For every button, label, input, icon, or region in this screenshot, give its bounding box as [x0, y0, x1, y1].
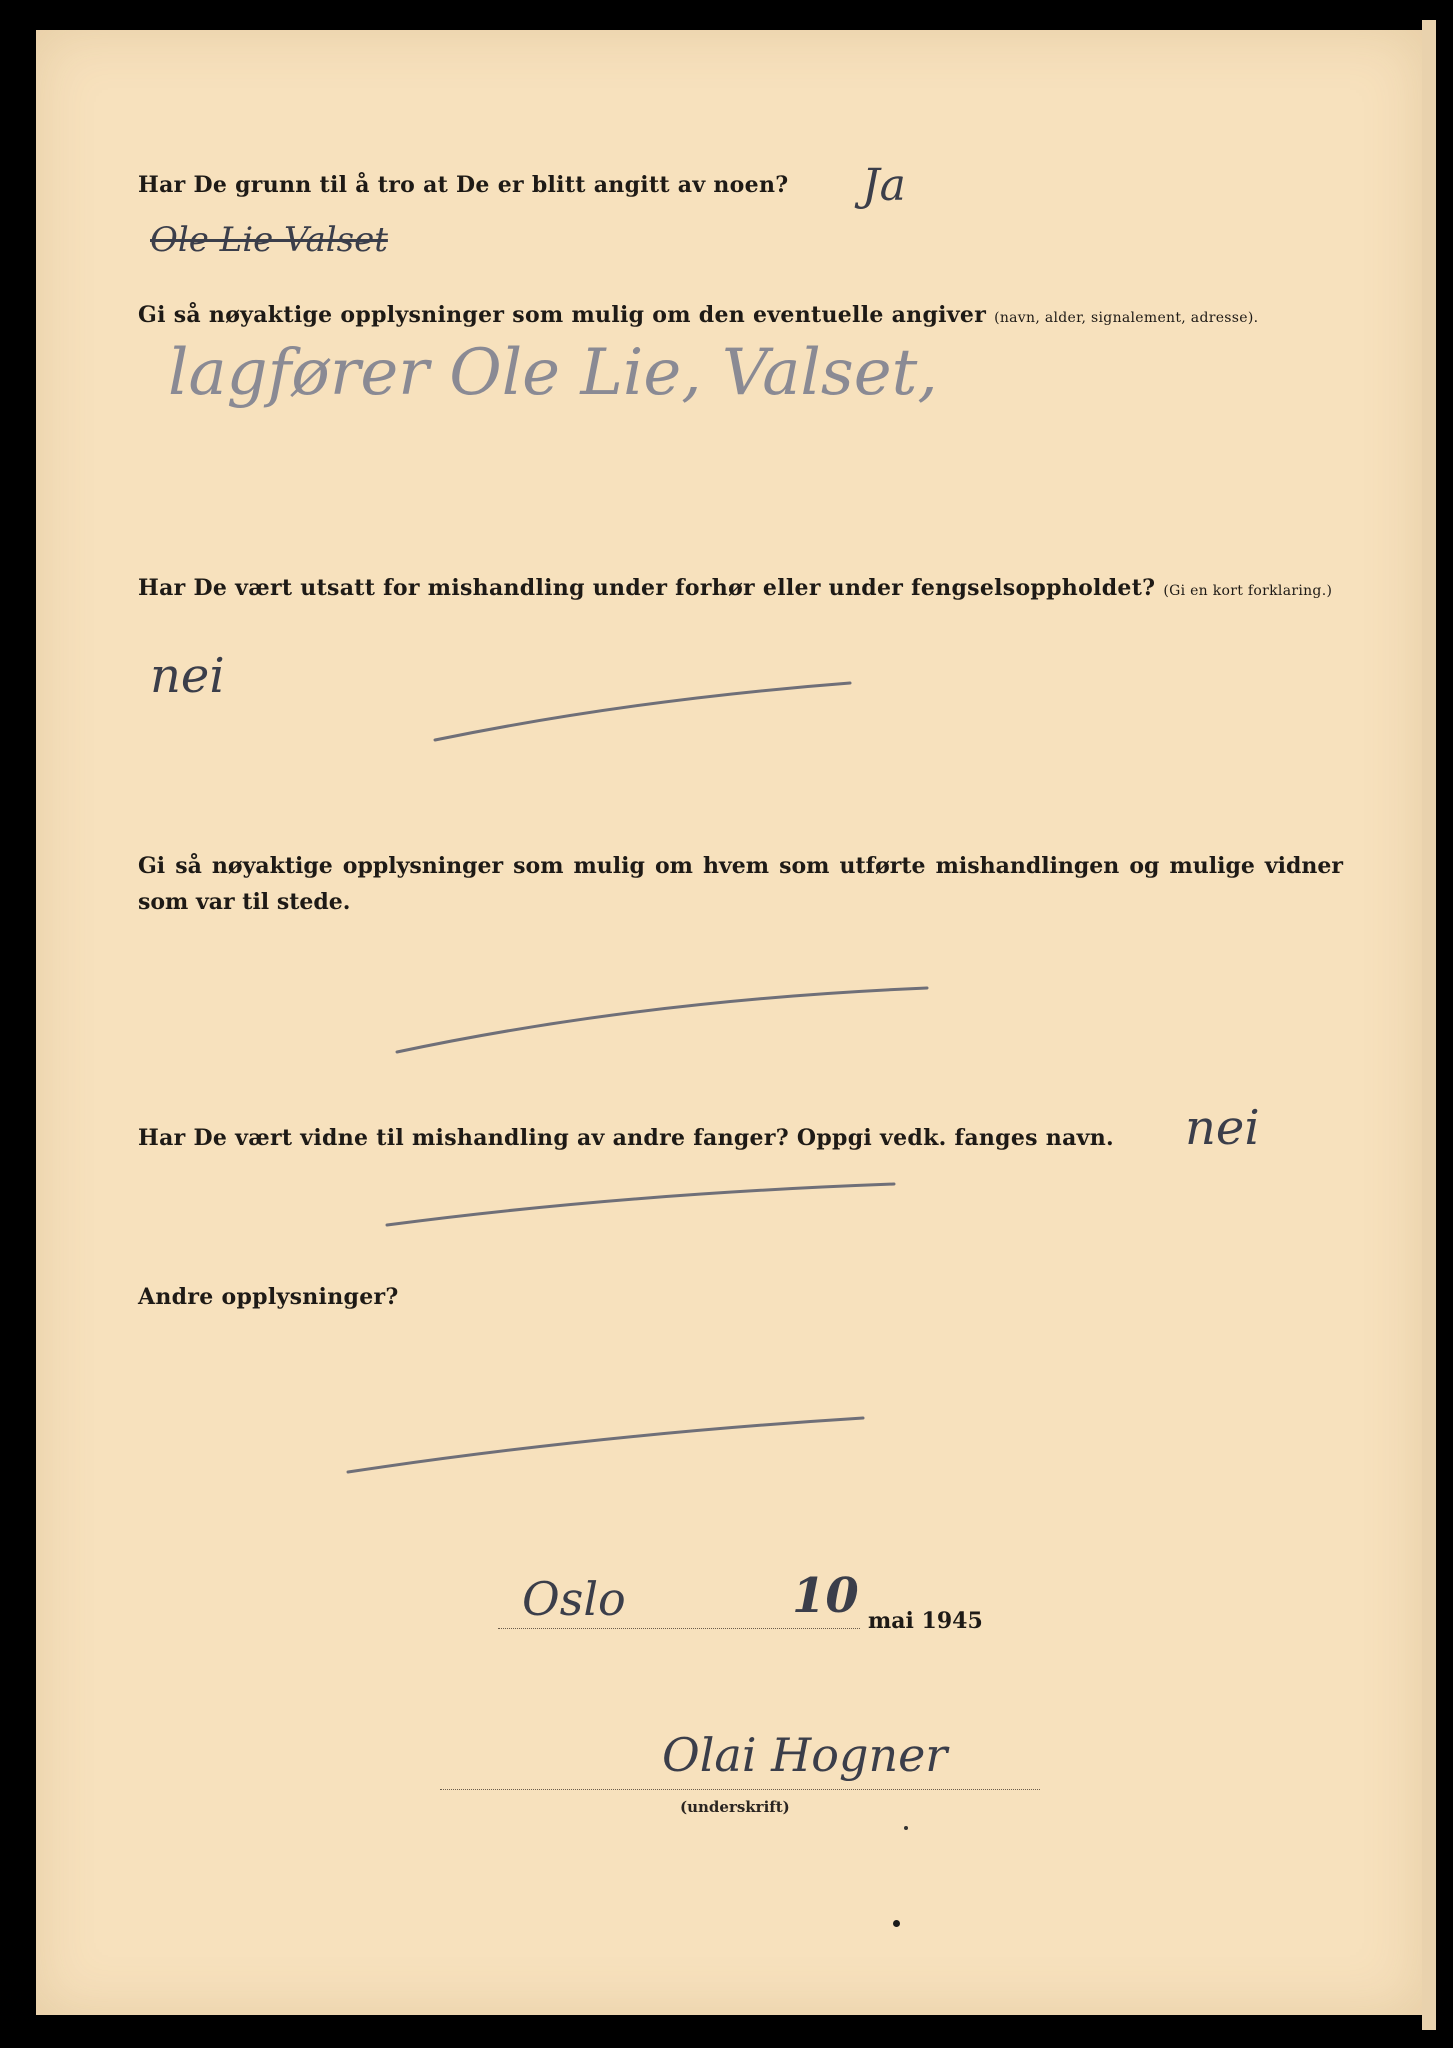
page-edge	[1422, 20, 1436, 2030]
answer-witness: nei	[1185, 1100, 1260, 1156]
date-dotted-line	[498, 1628, 860, 1629]
question-denounced: Har De grunn til å tro at De er blitt angitt av noen?	[138, 172, 789, 198]
place-handwritten: Oslo	[522, 1572, 626, 1626]
signature-dotted-line	[440, 1789, 1040, 1790]
question-informer-text: Gi så nøyaktige opplysninger som mulig om den eventuelle angiver	[138, 302, 987, 328]
pencil-dash-line	[343, 1410, 873, 1480]
answer-mistreatment: nei	[150, 648, 225, 704]
pencil-dash-line	[392, 980, 932, 1060]
question-perpetrators: Gi så nøyaktige opplysninger som mulig om hvem som utførte mishandlingen og mulige vidner som var til stede.	[138, 853, 1343, 915]
pencil-dash-line	[382, 1172, 902, 1232]
question-mistreatment	[138, 575, 1332, 601]
question-mistreatment-note: (Gi en kort forklaring.)	[1163, 583, 1333, 599]
date-month-year: mai 1945	[868, 1608, 983, 1634]
ink-speck	[904, 1826, 908, 1830]
day-handwritten: 10	[792, 1568, 859, 1624]
struck-answer: Ole Lie Valset	[150, 220, 388, 260]
question-informer-details	[138, 302, 1258, 328]
question-mistreatment-text: Har De vært utsatt for mishandling under forhør eller under fengselsoppholdet?	[138, 575, 1156, 601]
answer-informer: lagfører Ole Lie, Valset,	[168, 336, 938, 410]
signature-handwritten: Olai Hogner	[662, 1728, 948, 1782]
pencil-dash-line	[430, 675, 860, 745]
question-other-info: Andre opplysninger?	[138, 1284, 399, 1310]
question-informer-note: (navn, alder, signalement, adresse).	[994, 310, 1259, 326]
ink-speck	[893, 1920, 900, 1927]
answer-denounced: Ja	[862, 160, 906, 211]
signature-label: (underskrift)	[680, 1798, 790, 1816]
question-witness: Har De vært vidne til mishandling av andre fanger? Oppgi vedk. fanges navn.	[138, 1125, 1114, 1151]
